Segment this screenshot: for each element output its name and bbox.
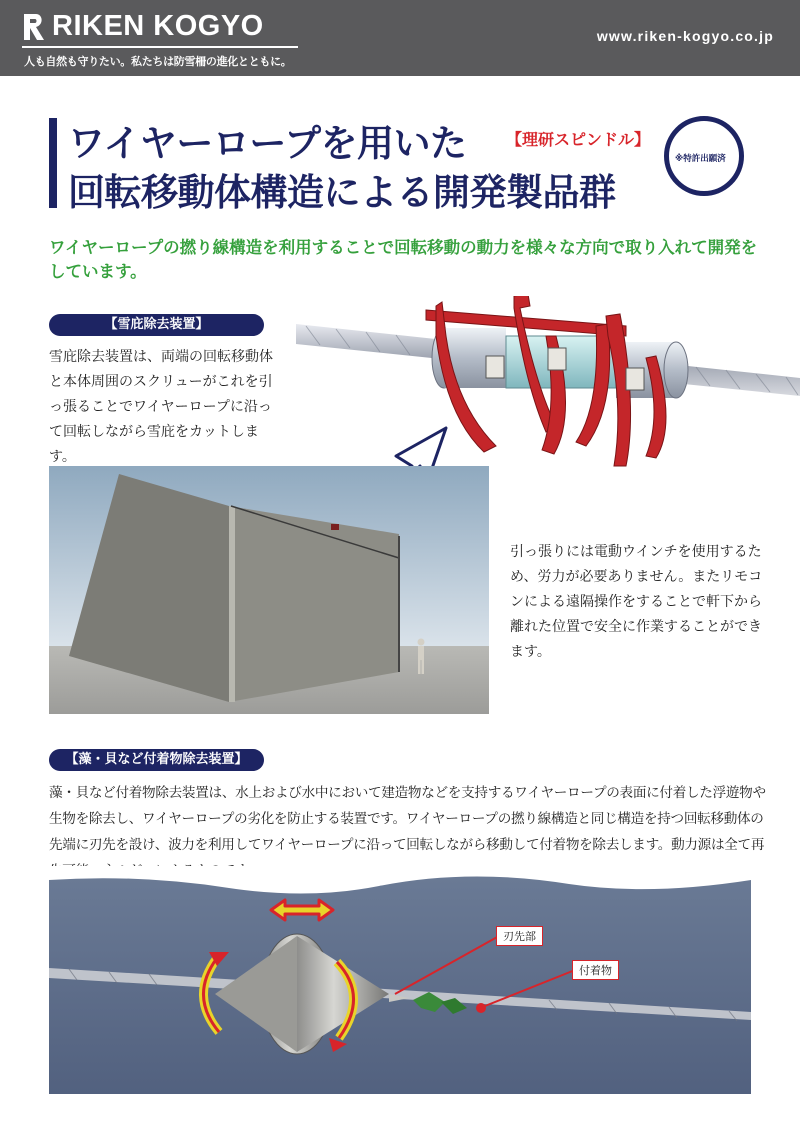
site-header (0, 0, 800, 76)
lead-text: ワイヤーロープの撚り線構造を利用することで回転移動の動力を様々な方向で取り入れて開発をしています。 (49, 238, 758, 281)
tagline: 人も自然も守りたい。私たちは防雪柵の進化とともに。 (24, 55, 292, 68)
logo-underline (22, 46, 298, 48)
brand-name: RIKEN KOGYO (52, 10, 264, 42)
riken-logo-icon (22, 12, 46, 42)
website-url[interactable]: www.riken-kogyo.co.jp (596, 28, 774, 44)
section-heading-deposit-removal: 【藻・貝など付着物除去装置】 (49, 749, 264, 771)
title-accent-bar (49, 118, 57, 208)
section1-body: 雪庇除去装置は、両端の回転移動体と本体周囲のスクリューがこれを引っ張ることでワイヤーロープに沿って回転しながら雪庇をカットします。 (49, 349, 273, 465)
callout-blade-tip: 刃先部 (496, 926, 543, 946)
page-title-line1: ワイヤーロープを用いた (68, 122, 467, 165)
deposit-removal-device-image (49, 866, 751, 1094)
patent-note: ※特許出願済 (675, 154, 726, 164)
page-title-line2: 回転移動体構造による開発製品群 (68, 171, 616, 214)
product-tag: 【理研スピンドル】 (506, 130, 651, 149)
section-heading-snow-cornice: 【雪庇除去装置】 (49, 314, 264, 336)
callout-deposit: 付着物 (572, 960, 619, 980)
building-with-device-image (49, 466, 489, 714)
section2-body: 藻・貝など付着物除去装置は、水上および水中において建造物などを支持するワイヤーロープの表面に付着した浮遊物や生物を除去し、ワイヤーロープの劣化を防止する装置です。ワイヤーロープの撚り線構造と同じ構造を持つ回転移動体の先端に刃先を設け、波力を利用してワイヤーロープに沿って回転しながら移動して付着物を除去します。動力源は全て再 (49, 785, 766, 853)
section1-body-continued: 引っ張りには電動ウインチを使用するため、労力が必要ありません。またリモコンによる遠隔操作をすることで軒下から離れた位置で安全に作業することができます。 (510, 544, 763, 660)
